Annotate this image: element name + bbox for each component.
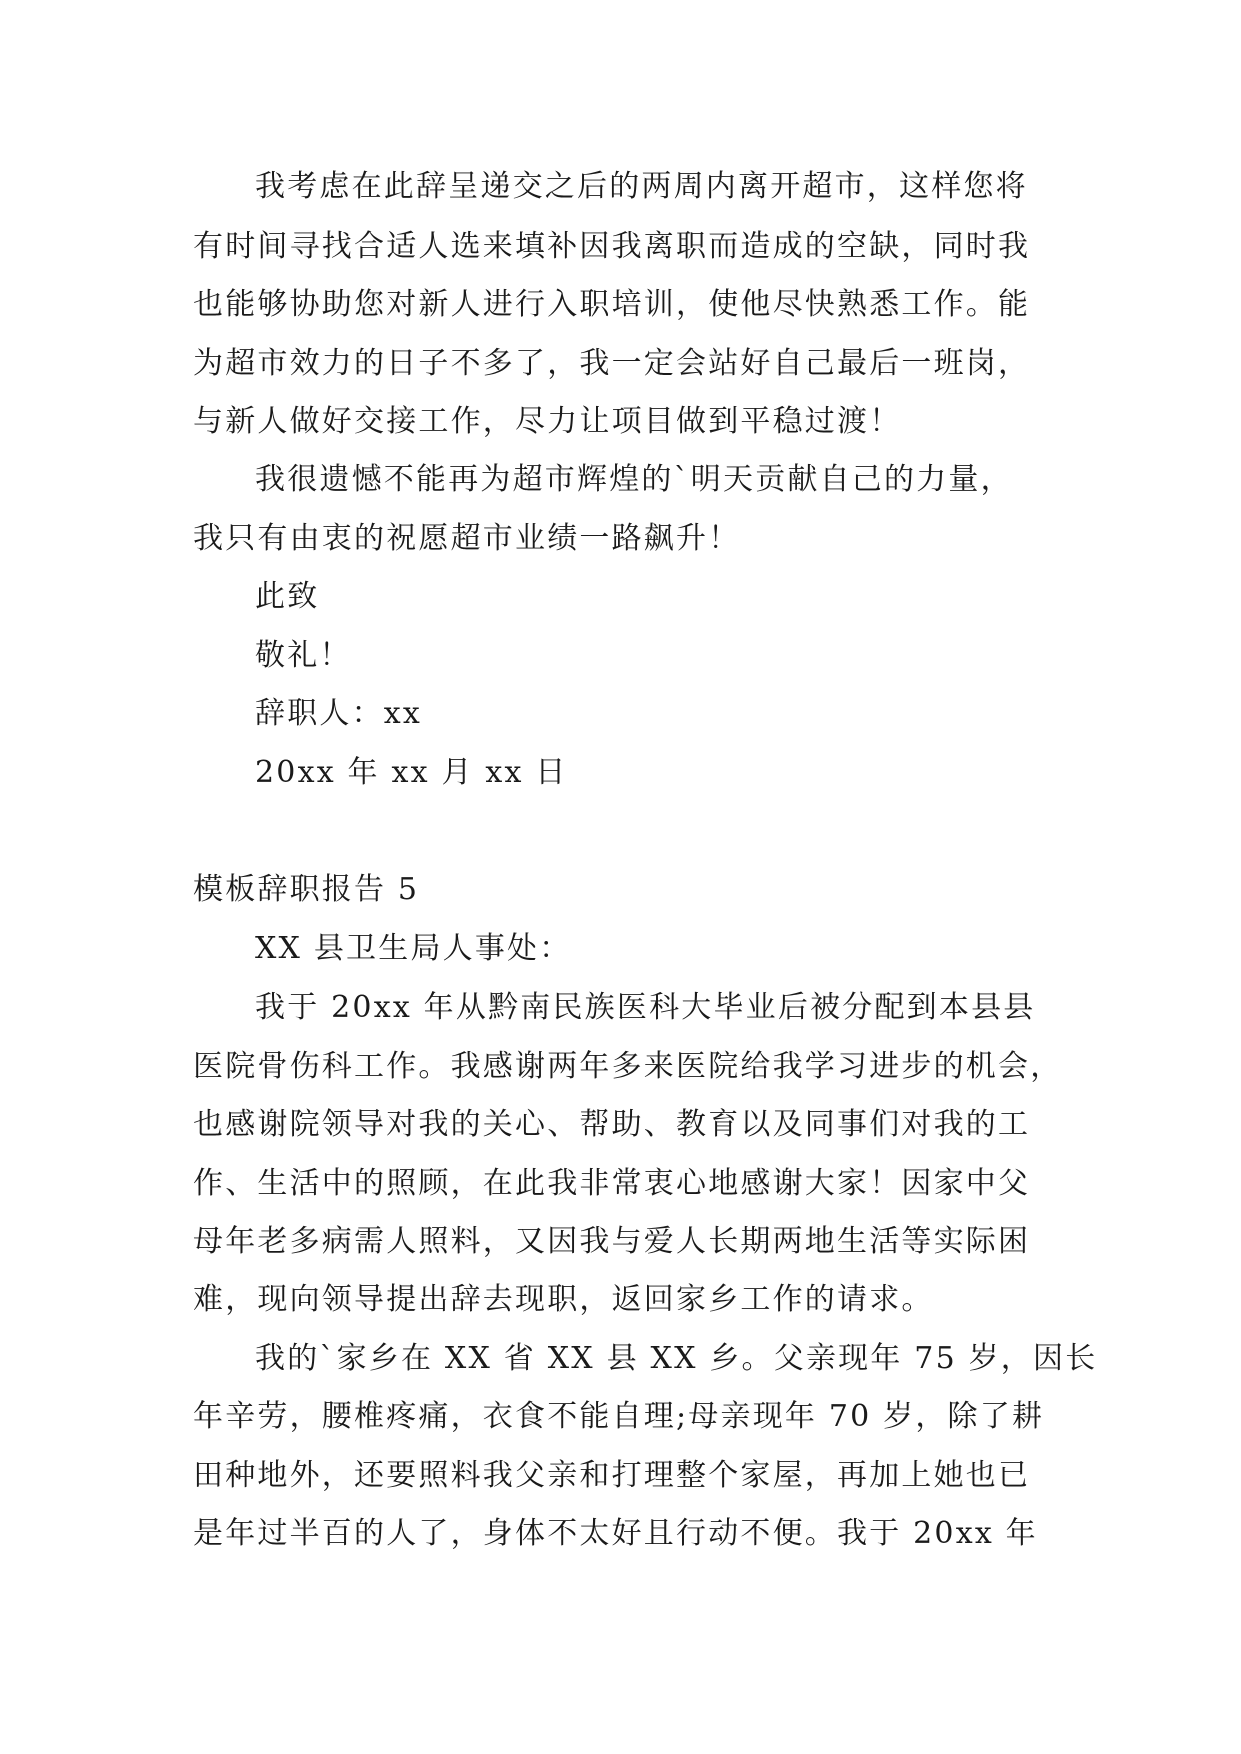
date-line: 20xx 年 xx 月 xx 日 [255,755,568,790]
salutation-line: XX 县卫生局人事处： [255,931,572,966]
closing-line: 敬礼！ [255,638,352,673]
paragraph-line: 为超市效力的日子不多了，我一定会站好自己最后一班岗， [193,346,1031,381]
paragraph-line: 我于 20xx 年从黔南民族医科大毕业后被分配到本县县 [255,990,1036,1025]
paragraph-line: 也能够协助您对新人进行入职培训，使他尽快熟悉工作。能 [193,287,1031,322]
paragraph-line: 也感谢院领导对我的关心、帮助、教育以及同事们对我的工 [193,1107,1031,1142]
paragraph-line: 我考虑在此辞呈递交之后的两周内离开超市，这样您将 [255,169,1028,204]
paragraph-line: 难，现向领导提出辞去现职，返回家乡工作的请求。 [193,1282,934,1317]
paragraph-line: 有时间寻找合适人选来填补因我离职而造成的空缺，同时我 [193,229,1031,264]
paragraph-line: 田种地外，还要照料我父亲和打理整个家屋，再加上她也已 [193,1458,1031,1493]
closing-line: 此致 [255,579,320,614]
paragraph-line: 母年老多病需人照料，又因我与爱人长期两地生活等实际困 [193,1224,1031,1259]
paragraph-line: 是年过半百的人了，身体不太好且行动不便。我于 20xx 年 [193,1516,1038,1551]
paragraph-line: 我的`家乡在 XX 省 XX 县 XX 乡。父亲现年 75 岁，因长 [255,1341,1098,1376]
paragraph-line: 与新人做好交接工作，尽力让项目做到平稳过渡！ [193,404,902,439]
signature-line: 辞职人：xx [255,696,423,731]
paragraph-line: 我很遗憾不能再为超市辉煌的`明天贡献自己的力量， [255,462,1013,497]
paragraph-line: 年辛劳，腰椎疼痛，衣食不能自理;母亲现年 70 岁，除了耕 [193,1399,1045,1434]
paragraph-line: 我只有由衷的祝愿超市业绩一路飙升！ [193,521,741,556]
paragraph-line: 医院骨伤科工作。我感谢两年多来医院给我学习进步的机会， [193,1049,1063,1084]
paragraph-line: 作、生活中的照顾，在此我非常衷心地感谢大家！因家中父 [193,1166,1031,1201]
section-title: 模板辞职报告 5 [193,872,420,907]
